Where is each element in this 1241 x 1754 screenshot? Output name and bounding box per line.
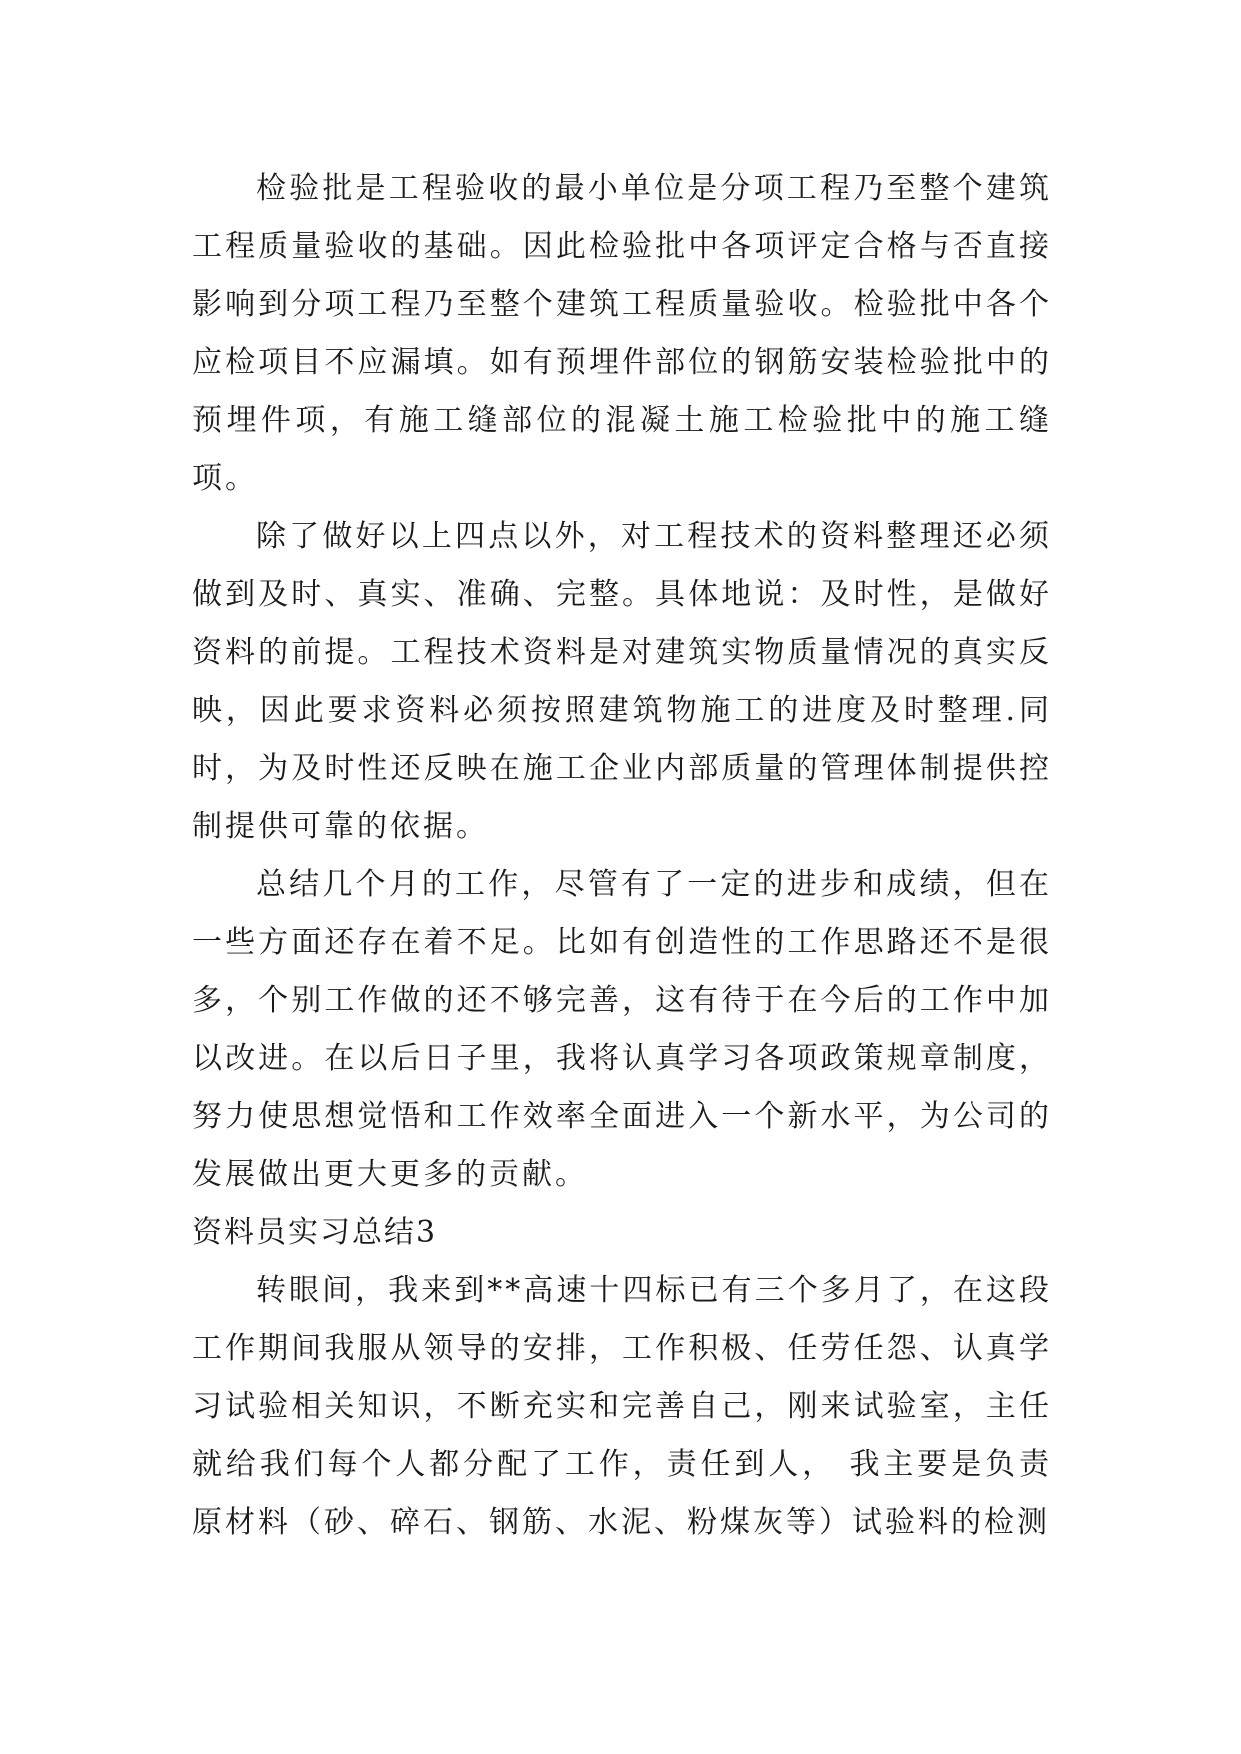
- paragraph-inspection-batch: 检验批是工程验收的最小单位是分项工程乃至整个建筑工程质量验收的基础。因此检验批中各项评定合格与否直接影响到分项工程乃至整个建筑工程质量验收。检验批中各个应检项目不应漏填。如有预埋件部位的钢筋安装检验批中的预埋件项，有施工缝部位的混凝土施工检验批中的施工缝项。: [192, 171, 1052, 496]
- paragraph-summary: 总结几个月的工作，尽管有了一定的进步和成绩，但在一些方面还存在着不足。比如有创造性的工作思路还不是很多，个别工作做的还不够完善，这有待于在今后的工作中加以改进。在以后日子里，我将认真学习各项政策规章制度，努力使思想觉悟和工作效率全面进入一个新水平，为公司的发展做出更大更多的贡献。: [192, 867, 1052, 1192]
- paragraph-data-management: 除了做好以上四点以外，对工程技术的资料整理还必须做到及时、真实、准确、完整。具体地说：及时性，是做好资料的前提。工程技术资料是对建筑实物质量情况的真实反映，因此要求资料必须按照建筑物施工的进度及时整理.同时，为及时性还反映在施工企业内部质量的管理体制提供控制提供可靠的依据。: [192, 519, 1052, 844]
- paragraph-internship-intro: 转眼间，我来到**高速十四标已有三个多月了，在这段工作期间我服从领导的安排，工作积极、任劳任怨、认真学习试验相关知识，不断充实和完善自己，刚来试验室，主任就给我们每个人都分配了工作，责任到人， 我主要是负责原材料（砂、碎石、钢筋、水泥、粉煤灰等）试验料的检测: [192, 1273, 1052, 1540]
- section-heading: 资料员实习总结3: [192, 1215, 438, 1250]
- document-body: [192, 160, 1052, 1552]
